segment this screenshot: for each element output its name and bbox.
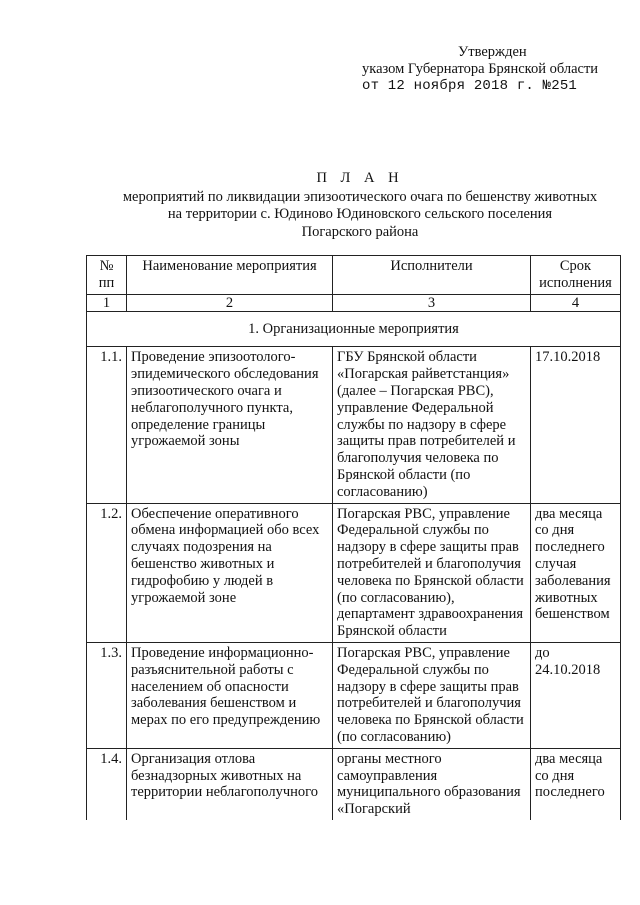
row-deadline: два месяца со дня последнего bbox=[531, 748, 621, 820]
approval-stamp bbox=[362, 44, 632, 95]
approval-line-approved: Утвержден bbox=[458, 44, 527, 60]
approval-line-decree: указом Губернатора Брянской области bbox=[362, 61, 599, 77]
table-row bbox=[87, 642, 621, 748]
table-index-row bbox=[87, 294, 621, 312]
header-number: № пп bbox=[87, 256, 127, 295]
row-action-name: Проведение информационно-разъяснительной работы с населением об опасности заболевания бешенством и мерах по его предупреждению bbox=[127, 642, 333, 748]
index-cell: 1 bbox=[87, 294, 127, 312]
document-title: П Л А Н bbox=[316, 170, 404, 186]
table-row bbox=[87, 748, 621, 820]
row-deadline: 17.10.2018 bbox=[531, 347, 621, 503]
header-executors: Исполнители bbox=[333, 256, 531, 295]
index-cell: 4 bbox=[531, 294, 621, 312]
row-number: 1.3. bbox=[87, 642, 127, 748]
row-action-name: Организация отлова безнадзорных животных на территории неблагополучного bbox=[127, 748, 333, 820]
row-action-name: Обеспечение оперативного обмена информацией обо всех случаях подозрения на бешенство животных и гидрофобию у людей в угрожаемой зоне bbox=[127, 503, 333, 642]
row-executors: Погарская РВС, управление Федеральной службы по надзору в сфере защиты прав потребителей и благополучия человека по Брянской области (по согласованию) bbox=[333, 642, 531, 748]
row-executors: Погарская РВС, управление Федеральной службы по надзору в сфере защиты прав потребителей и благополучия человека по Брянской области (по согласованию), департамент здравоохранения Брянской области bbox=[333, 503, 531, 642]
table-header-row bbox=[87, 256, 621, 295]
document-subtitle-line1: мероприятий по ликвидации эпизоотического очага по бешенству животных bbox=[122, 188, 598, 205]
section-row bbox=[87, 312, 621, 347]
row-deadline: до 24.10.2018 bbox=[531, 642, 621, 748]
table-row bbox=[87, 347, 621, 503]
document-heading bbox=[80, 170, 640, 241]
row-number: 1.4. bbox=[87, 748, 127, 820]
approval-line-date-number: от 12 ноября 2018 г. №251 bbox=[362, 78, 578, 94]
header-action-name: Наименование мероприятия bbox=[127, 256, 333, 295]
index-cell: 2 bbox=[127, 294, 333, 312]
row-number: 1.1. bbox=[87, 347, 127, 503]
row-executors: органы местного самоуправления муниципального образования «Погарский bbox=[333, 748, 531, 820]
row-number: 1.2. bbox=[87, 503, 127, 642]
row-action-name: Проведение эпизоотолого-эпидемического обследования эпизоотического очага и неблагополучного пункта, определение границы угрожаемой зоны bbox=[127, 347, 333, 503]
section-title: 1. Организационные мероприятия bbox=[87, 312, 621, 347]
index-cell: 3 bbox=[333, 294, 531, 312]
document-subtitle-line2: на территории с. Юдиново Юдиновского сельского поселения bbox=[167, 206, 553, 222]
table-row bbox=[87, 503, 621, 642]
row-deadline: два месяца со дня последнего случая заболевания животных бешенством bbox=[531, 503, 621, 642]
document-subtitle-line3: Погарского района bbox=[301, 223, 419, 240]
header-deadline: Срок исполнения bbox=[531, 256, 621, 295]
plan-table bbox=[86, 255, 621, 820]
row-executors: ГБУ Брянской области «Погарская райветстанция» (далее – Погарская РВС), управление Федеральной службы по надзору в сфере защиты прав потребителей и благополучия человека по Брянской области (по согласованию) bbox=[333, 347, 531, 503]
